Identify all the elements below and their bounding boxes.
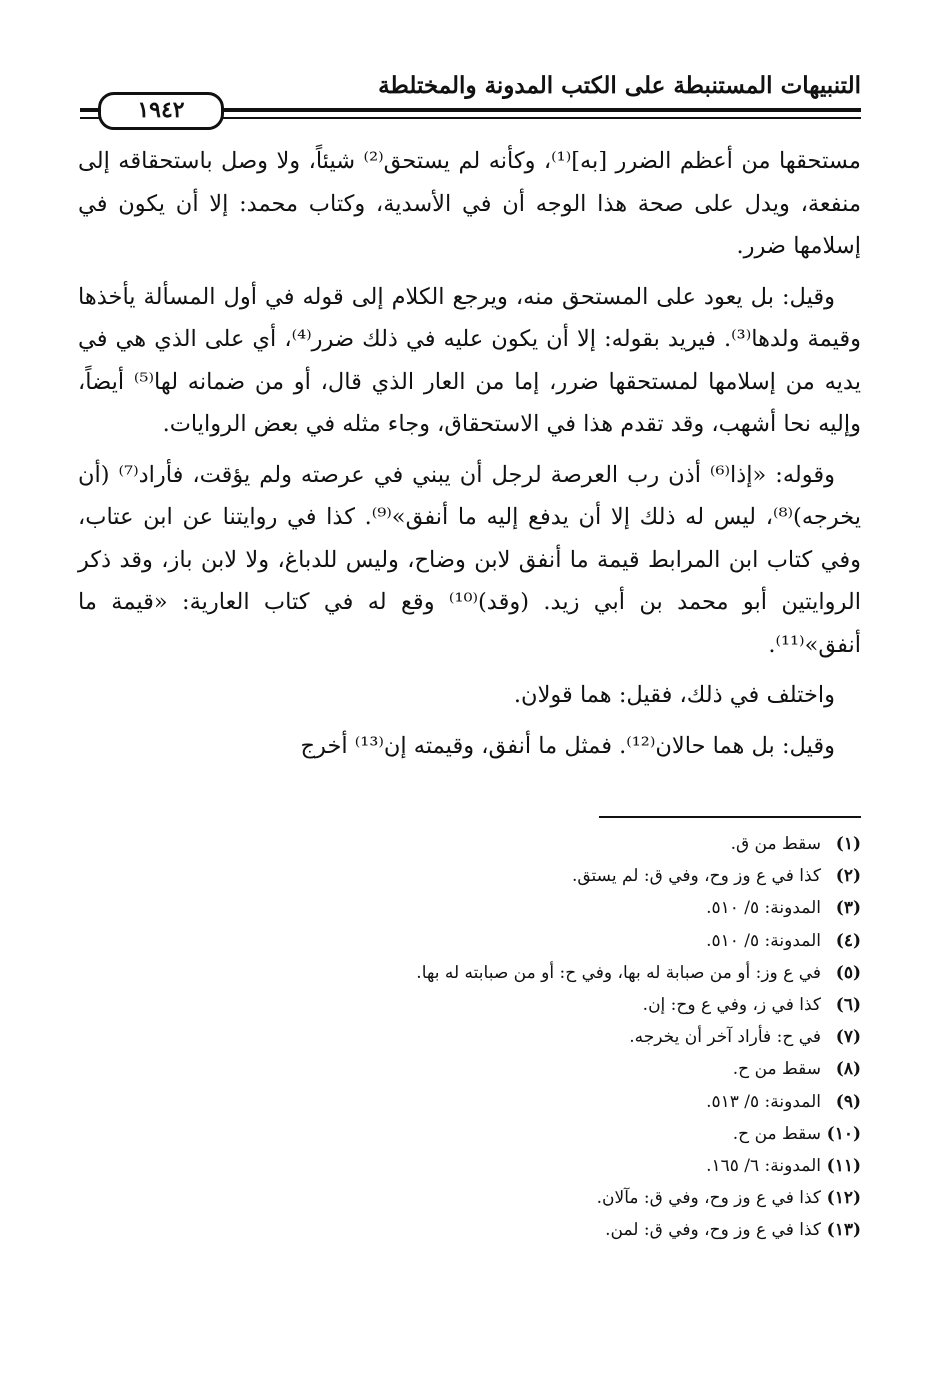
paragraph: واختلف في ذلك، فقيل: هما قولان. bbox=[513, 682, 835, 708]
footnote-text: المدونة: ٦/ ١٦٥. bbox=[706, 1156, 821, 1177]
footnote bbox=[80, 925, 861, 957]
page-number: ١٩٤٢ bbox=[98, 92, 224, 130]
footnote-number: (٨) bbox=[835, 1059, 861, 1080]
footnote-number: (٣) bbox=[835, 898, 861, 919]
footnote-number: (١٠) bbox=[826, 1123, 861, 1144]
footnote bbox=[80, 989, 861, 1021]
footnote-text: في ح: فأراد آخر أن يخرجه. bbox=[629, 1027, 821, 1048]
footnote-text: سقط من ح. bbox=[732, 1123, 821, 1144]
footnote bbox=[80, 1118, 861, 1150]
footnote-text: المدونة: ٥/ ٥١٣. bbox=[706, 1091, 821, 1112]
footnote-text: كذا في ع وز وح، وفي ق: لمن. bbox=[605, 1220, 821, 1241]
footnote-number: (٢) bbox=[835, 866, 861, 887]
footnote-text: كذا في ع وز وح، وفي ق: مآلان. bbox=[596, 1188, 821, 1209]
footnote-text: سقط من ق. bbox=[730, 834, 821, 854]
footnote bbox=[80, 1214, 861, 1246]
running-title: التنبيهات المستنبطة على الكتب المدونة والمختلطة bbox=[378, 72, 861, 99]
footnote bbox=[80, 1182, 861, 1214]
footnote-number: (٤) bbox=[835, 930, 861, 951]
footnote bbox=[80, 1021, 861, 1053]
footnote bbox=[80, 892, 861, 924]
footnote bbox=[80, 957, 861, 989]
footnotes bbox=[80, 828, 861, 1247]
footnote bbox=[80, 1053, 861, 1085]
footnote-separator bbox=[599, 816, 861, 818]
paragraph: مستحقها من أعظم الضرر [به]⁽¹⁾، وكأنه لم يستحق⁽²⁾ شيئاً، ولا وصل باستحقاقه إلى منفعة، ويدل على صحة هذا الوجه أن في الأسدية، وكتاب محمد: إلا أن يكون في إسلامها ضرر. bbox=[78, 148, 861, 259]
footnote-text: في ع وز: أو من صبابة له بها، وفي ح: أو من صبابته له بها. bbox=[416, 962, 821, 983]
footnote-text: كذا في ز، وفي ع وح: إن. bbox=[642, 995, 821, 1016]
footnote-number: (٥) bbox=[835, 962, 861, 983]
footnote-number: (١٣) bbox=[826, 1220, 861, 1241]
footnote-number: (٩) bbox=[835, 1091, 861, 1112]
footnote-number: (١٢) bbox=[826, 1188, 861, 1209]
main-text bbox=[78, 140, 861, 775]
footnote-number: (١) bbox=[835, 834, 861, 854]
footnote bbox=[80, 1150, 861, 1182]
footnote bbox=[80, 828, 861, 860]
paragraph: وقيل: بل يعود على المستحق منه، ويرجع الكلام إلى قوله في أول المسألة يأخذها وقيمة ولدها⁽³⁾. فيريد بقوله: إلا أن يكون عليه في ذلك ضرر⁽⁴⁾، أي على الذي هي في يديه من إسلامها لمستحقها ضرر، إما من العار الذي قال، أو من ضمانه لها⁽⁵⁾ أيضاً، وإليه نحا أشهب، وقد تقدم هذا في الاستحقاق، وجاء مثله في بعض الروايات. bbox=[78, 283, 861, 437]
footnote-number: (٦) bbox=[835, 995, 861, 1016]
footnote bbox=[80, 860, 861, 892]
paragraph: وقوله: «إذا⁽⁶⁾ أذن رب العرصة لرجل أن يبني في عرصته ولم يؤقت، فأراد⁽⁷⁾ (أن يخرجه)⁽⁸⁾، ليس له ذلك إلا أن يدفع إليه ما أنفق»⁽⁹⁾. كذا في روايتنا عن ابن عتاب، وفي كتاب ابن المرابط قيمة ما أنفق لابن وضاح، وليس للدباغ، ولا لابن باز، وقد ذكر الروايتين أبو محمد بن أبي زيد. (وقد)⁽¹⁰⁾ وقع له في كتاب العارية: «قيمة ما أنفق»⁽¹¹⁾. bbox=[78, 461, 861, 658]
footnote-text: المدونة: ٥/ ٥١٠. bbox=[706, 898, 821, 919]
footnote-text: كذا في ع وز وح، وفي ق: لم يستق. bbox=[571, 866, 821, 887]
paragraph: وقيل: بل هما حالان⁽¹²⁾. فمثل ما أنفق، وقيمته إن⁽¹³⁾ أخرج bbox=[300, 732, 835, 759]
footnote-text: المدونة: ٥/ ٥١٠. bbox=[706, 930, 821, 951]
footnote-number: (٧) bbox=[835, 1027, 861, 1048]
footnote bbox=[80, 1086, 861, 1118]
footnote-text: سقط من ح. bbox=[732, 1059, 821, 1080]
footnote-number: (١١) bbox=[826, 1156, 861, 1177]
